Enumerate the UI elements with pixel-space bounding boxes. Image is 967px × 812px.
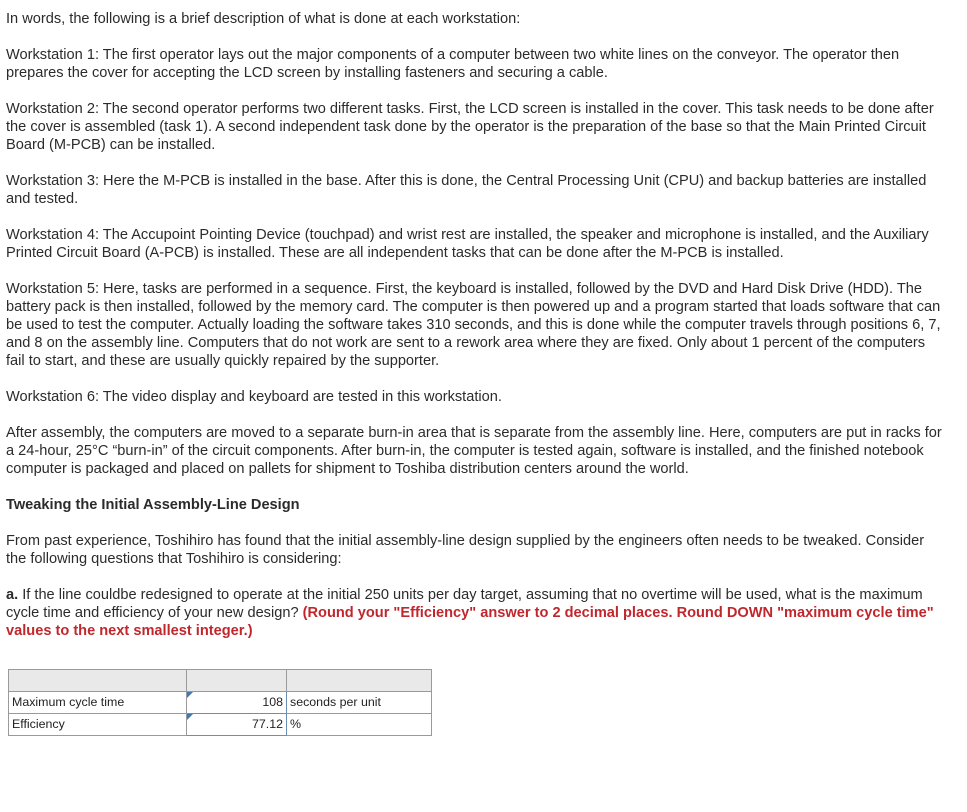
answer-table [8, 669, 432, 736]
answer-marker-icon [187, 692, 193, 698]
header-cell [9, 670, 187, 692]
question-a [6, 586, 945, 640]
section-heading: Tweaking the Initial Assembly-Line Design [6, 497, 300, 513]
table-header-row [9, 670, 432, 692]
table-row [9, 714, 432, 736]
table-row [9, 692, 432, 714]
workstation-2-paragraph: Workstation 2: The second operator performs two different tasks. First, the LCD screen is installed in the cover. This task needs to be done after the cover is assembled (task 1). A second independent task done by the operator is the preparation of the base so that the Main Printed Circuit Board (M-PCB) can be installed. [6, 101, 934, 153]
header-cell [287, 670, 432, 692]
question-text: If the line couldbe redesigned to operate at the initial 250 units per day target, assuming that no overtime will be used, what is the maximum cycle time and efficiency of your new design? [6, 587, 923, 621]
max-cycle-time-label: Maximum cycle time [9, 692, 187, 714]
workstation-4-paragraph: Workstation 4: The Accupoint Pointing Device (touchpad) and wrist rest are installed, the speaker and microphone is installed, and the Auxiliary Printed Circuit Board (A-PCB) is installed. These are all independent tasks that can be done after the M-PCB is installed. [6, 227, 929, 261]
efficiency-unit: % [287, 714, 432, 736]
past-experience-paragraph: From past experience, Toshihiro has found that the initial assembly-line design supplied by the engineers often needs to be tweaked. Consider the following questions that Toshihiro is considering: [6, 533, 925, 567]
answer-marker-icon [187, 714, 193, 720]
header-cell [187, 670, 287, 692]
after-assembly-paragraph: After assembly, the computers are moved to a separate burn-in area that is separate from the assembly line. Here, computers are put in racks for a 24-hour, 25°C “burn-in” of the circuit components. After burn-in, the computer is tested again, software is installed, and the finished notebook computer is packaged and placed on pallets for shipment to Toshiba distribution centers around the world. [6, 425, 942, 477]
intro-paragraph: In words, the following is a brief description of what is done at each workstation: [6, 11, 521, 27]
efficiency-value: 77.12 [251, 717, 283, 731]
workstation-5-paragraph: Workstation 5: Here, tasks are performed in a sequence. First, the keyboard is installed, followed by the DVD and Hard Disk Drive (HDD). The battery pack is then installed, followed by the memory card. The computer is then powered up and a program started that loads software that can be used to test the computer. Actually loading the software takes 310 seconds, and this is done while the computer travels through positions 6, 7, and 8 on the assembly line. Computers that do not work are sent to a rework area where they are fixed. Only about 1 percent of the computers fail to start, and these are usually quickly repaired by the supporter. [6, 281, 941, 369]
question-letter: a. [6, 587, 19, 603]
workstation-1-paragraph: Workstation 1: The first operator lays out the major components of a computer between two white lines on the conveyor. The operator then prepares the cover for accepting the LCD screen by installing fasteners and securing a cable. [6, 47, 900, 81]
max-cycle-time-unit: seconds per unit [287, 692, 432, 714]
rounding-instruction: (Round your "Efficiency" answer to 2 decimal places. Round DOWN "maximum cycle time" values to the next smallest integer.) [6, 605, 934, 639]
workstation-3-paragraph: Workstation 3: Here the M-PCB is installed in the base. After this is done, the Central Processing Unit (CPU) and backup batteries are installed and tested. [6, 173, 927, 207]
workstation-6-paragraph: Workstation 6: The video display and keyboard are tested in this workstation. [6, 389, 502, 405]
efficiency-label: Efficiency [9, 714, 187, 736]
max-cycle-time-input[interactable] [187, 692, 287, 714]
max-cycle-time-value: 108 [262, 695, 283, 709]
efficiency-input[interactable] [187, 714, 287, 736]
